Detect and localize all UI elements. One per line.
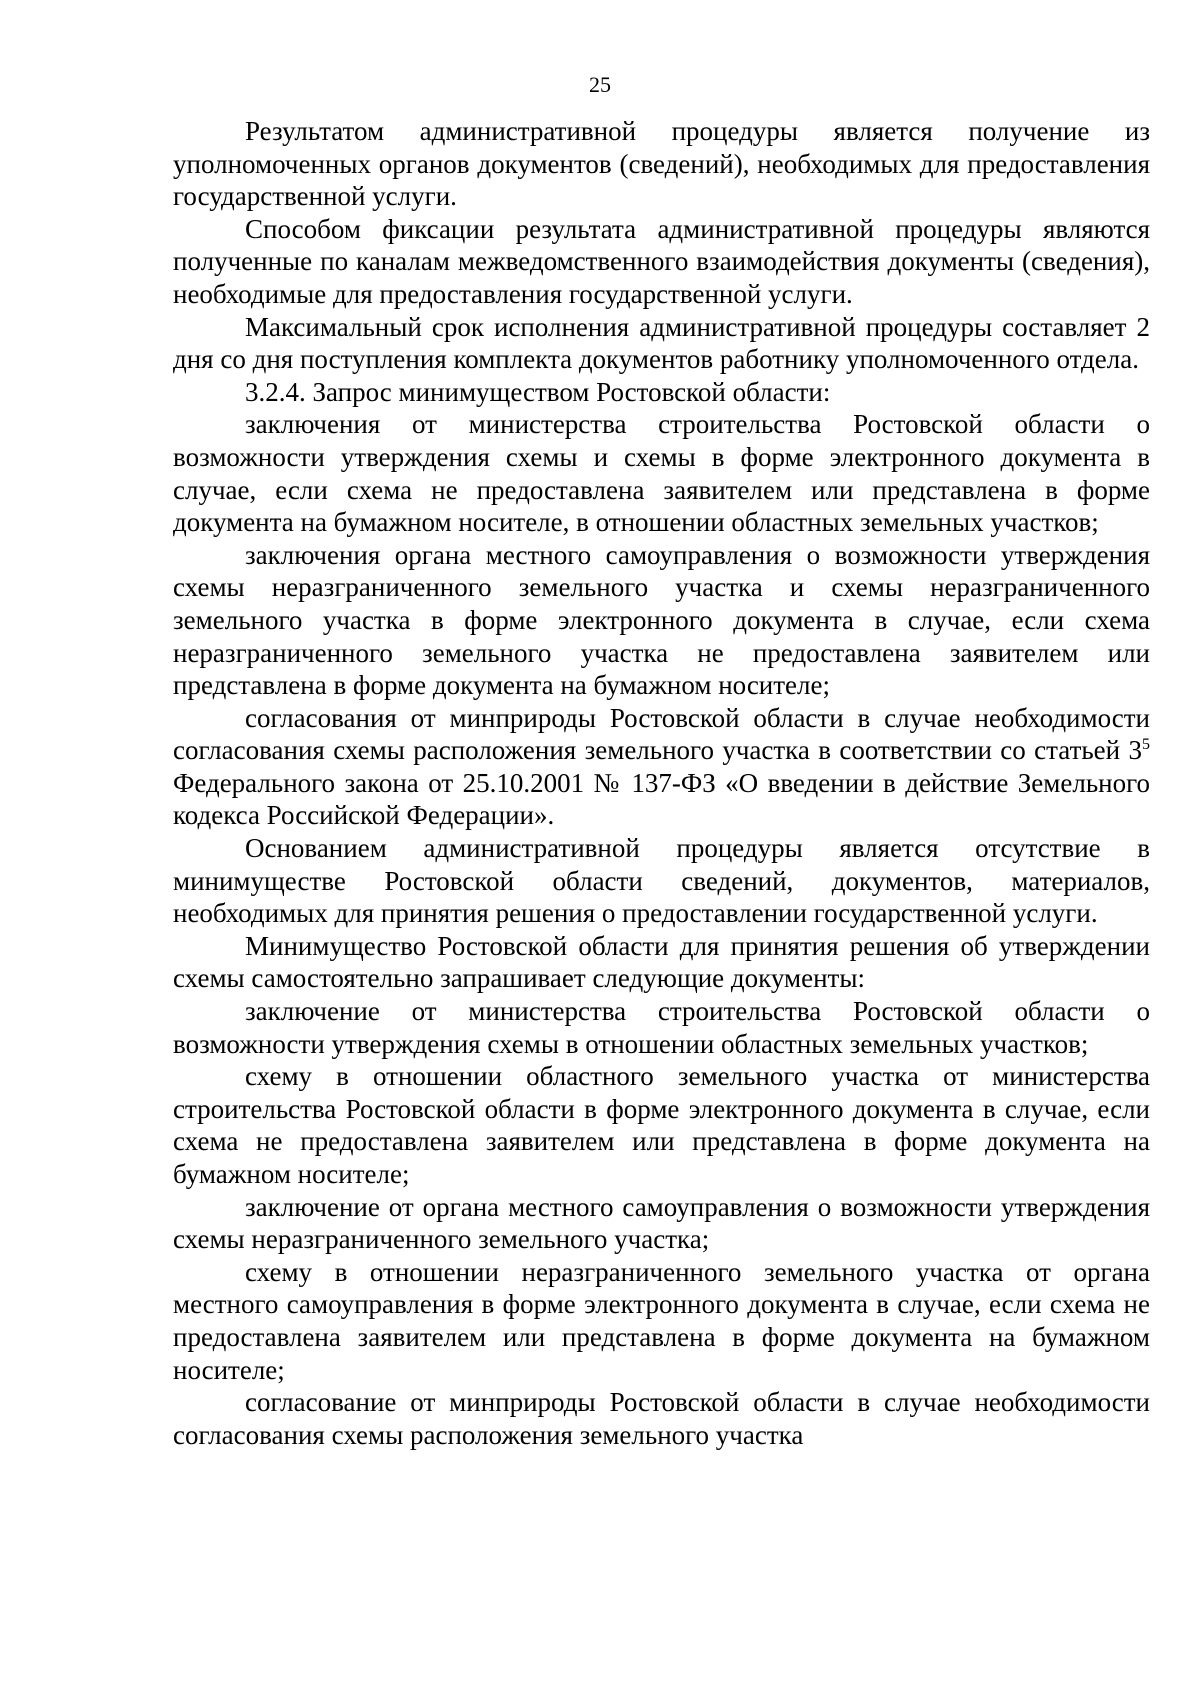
article-superscript: 5 [1142,736,1150,754]
list-item-local-conclusion: заключение от органа местного самоуправления о возможности утверждения схемы неразграниченного земельного участка; [173,1191,1150,1255]
minprirody-approval-text-continued: Федерального закона от 25.10.2001 № 137-ФЗ «О введении в действие Земельного кодекса Российской Федерации». [173,767,1150,831]
paragraph-result: Результатом административной процедуры является получение из уполномоченных органов документов (сведений), необходимых для предоставления государственной услуги. [173,116,1150,212]
paragraph-basis: Основанием административной процедуры является отсутствие в минимуществе Ростовской области сведений, документов, материалов, необходимых для принятия решения о предоставлении государственной услуги. [173,833,1150,929]
list-item-local-scheme: схему в отношении неразграниченного земельного участка от органа местного самоуправления в форме электронного документа в случае, если схема не предоставлена заявителем или представлена в форме документа на бумажном носителе; [173,1256,1150,1385]
paragraph-construction-ministry-conclusion: заключения от министерства строительства Ростовской области о возможности утверждения схемы и схемы в форме электронного документа в случае, если схема не предоставлена заявителем или представлена в форме документа на бумажном носителе, в отношении областных земельных участков; [173,409,1150,538]
list-item-minprirody-approval: согласование от минприроды Ростовской области в случае необходимости согласования схемы расположения земельного участка [173,1387,1150,1450]
paragraph-fixation-method: Способом фиксации результата административной процедуры являются полученные по каналам межведомственного взаимодействия документы (сведения), необходимые для предоставления государственной услуги. [173,213,1150,309]
minprirody-approval-text: согласования от минприроды Ростовской области в случае необходимости согласования схемы расположения земельного участка в соответствии со статьей 3 [173,702,1150,766]
list-item-construction-conclusion: заключение от министерства строительства Ростовской области о возможности утверждения схемы в отношении областных земельных участков; [173,996,1150,1059]
page-number: 25 [589,72,611,97]
paragraph-requested-documents: Минимущество Ростовской области для принятия решения об утверждении схемы самостоятельно запрашивает следующие документы: [173,930,1150,994]
document-body [173,115,1150,1451]
list-item-regional-scheme: схему в отношении областного земельного участка от министерства строительства Ростовской области в форме электронного документа в случае, если схема не предоставлена заявителем или представлена в форме документа на бумажном носителе; [173,1061,1150,1189]
paragraph-section-heading: 3.2.4. Запрос минимуществом Ростовской области: [245,376,831,407]
paragraph-max-term: Максимальный срок исполнения административной процедуры составляет 2 дня со дня поступления комплекта документов работнику уполномоченного отдела. [173,311,1150,375]
paragraph-local-government-conclusion: заключения органа местного самоуправления о возможности утверждения схемы неразграниченного земельного участка и схемы неразграниченного земельного участка в форме электронного документа в случае, если схема неразграниченного земельного участка не предоставлена заявителем или представлена в форме документа на бумажном носителе; [173,539,1150,701]
paragraph-minprirody-approval [173,702,1150,832]
